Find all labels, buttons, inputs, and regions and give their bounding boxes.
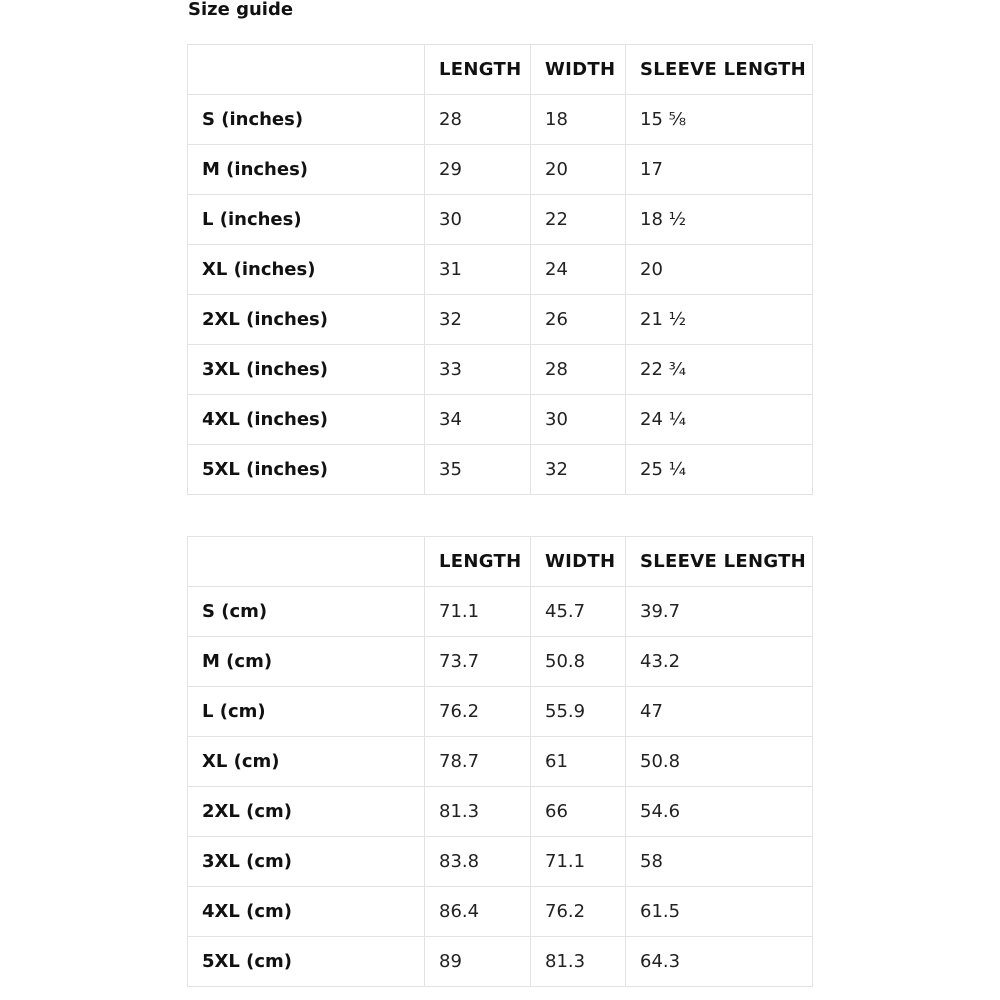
width-value: 30 [531, 395, 626, 445]
sleeve-length-value: 50.8 [626, 737, 813, 787]
table-header-row [188, 537, 813, 587]
header-sleeve-length: SLEEVE LENGTH [626, 45, 813, 95]
table-header-row [188, 45, 813, 95]
sleeve-length-value: 22 ¾ [626, 345, 813, 395]
header-width: WIDTH [531, 45, 626, 95]
width-value: 32 [531, 445, 626, 495]
sleeve-length-value: 21 ½ [626, 295, 813, 345]
length-value: 78.7 [425, 737, 531, 787]
table-row [188, 395, 813, 445]
width-value: 66 [531, 787, 626, 837]
length-value: 28 [425, 95, 531, 145]
header-blank-cell [188, 537, 425, 587]
table-row [188, 687, 813, 737]
length-value: 89 [425, 937, 531, 987]
length-value: 32 [425, 295, 531, 345]
length-value: 86.4 [425, 887, 531, 937]
table-row [188, 295, 813, 345]
header-length: LENGTH [425, 537, 531, 587]
table-row [188, 737, 813, 787]
size-label: 5XL (inches) [188, 445, 425, 495]
size-label: L (cm) [188, 687, 425, 737]
length-value: 33 [425, 345, 531, 395]
length-value: 71.1 [425, 587, 531, 637]
page-title: Size guide [188, 0, 294, 20]
length-value: 31 [425, 245, 531, 295]
size-label: 3XL (cm) [188, 837, 425, 887]
width-value: 20 [531, 145, 626, 195]
size-label: XL (cm) [188, 737, 425, 787]
size-table-inches [187, 44, 813, 495]
length-value: 29 [425, 145, 531, 195]
sleeve-length-value: 47 [626, 687, 813, 737]
sleeve-length-value: 24 ¼ [626, 395, 813, 445]
table-row [188, 95, 813, 145]
table-row [188, 887, 813, 937]
sleeve-length-value: 17 [626, 145, 813, 195]
size-label: S (cm) [188, 587, 425, 637]
width-value: 76.2 [531, 887, 626, 937]
length-value: 76.2 [425, 687, 531, 737]
width-value: 71.1 [531, 837, 626, 887]
width-value: 81.3 [531, 937, 626, 987]
width-value: 61 [531, 737, 626, 787]
size-label: S (inches) [188, 95, 425, 145]
sleeve-length-value: 20 [626, 245, 813, 295]
length-value: 35 [425, 445, 531, 495]
size-label: 4XL (cm) [188, 887, 425, 937]
table-row [188, 837, 813, 887]
size-label: 2XL (inches) [188, 295, 425, 345]
table-row [188, 787, 813, 837]
size-label: 4XL (inches) [188, 395, 425, 445]
size-label: 2XL (cm) [188, 787, 425, 837]
sleeve-length-value: 25 ¼ [626, 445, 813, 495]
sleeve-length-value: 64.3 [626, 937, 813, 987]
length-value: 30 [425, 195, 531, 245]
length-value: 34 [425, 395, 531, 445]
size-label: 5XL (cm) [188, 937, 425, 987]
length-value: 73.7 [425, 637, 531, 687]
size-label: L (inches) [188, 195, 425, 245]
sleeve-length-value: 15 ⅝ [626, 95, 813, 145]
header-blank-cell [188, 45, 425, 95]
width-value: 50.8 [531, 637, 626, 687]
width-value: 24 [531, 245, 626, 295]
width-value: 18 [531, 95, 626, 145]
sleeve-length-value: 61.5 [626, 887, 813, 937]
width-value: 26 [531, 295, 626, 345]
header-width: WIDTH [531, 537, 626, 587]
header-sleeve-length: SLEEVE LENGTH [626, 537, 813, 587]
table-row [188, 245, 813, 295]
size-label: XL (inches) [188, 245, 425, 295]
header-length: LENGTH [425, 45, 531, 95]
table-row [188, 345, 813, 395]
sleeve-length-value: 39.7 [626, 587, 813, 637]
length-value: 83.8 [425, 837, 531, 887]
table-row [188, 937, 813, 987]
table-row [188, 445, 813, 495]
width-value: 45.7 [531, 587, 626, 637]
size-label: M (cm) [188, 637, 425, 687]
sleeve-length-value: 58 [626, 837, 813, 887]
size-table-cm [187, 536, 813, 987]
sleeve-length-value: 18 ½ [626, 195, 813, 245]
length-value: 81.3 [425, 787, 531, 837]
table-row [188, 195, 813, 245]
width-value: 55.9 [531, 687, 626, 737]
width-value: 28 [531, 345, 626, 395]
sleeve-length-value: 43.2 [626, 637, 813, 687]
table-row [188, 587, 813, 637]
width-value: 22 [531, 195, 626, 245]
table-row [188, 637, 813, 687]
table-row [188, 145, 813, 195]
size-label: 3XL (inches) [188, 345, 425, 395]
size-label: M (inches) [188, 145, 425, 195]
sleeve-length-value: 54.6 [626, 787, 813, 837]
